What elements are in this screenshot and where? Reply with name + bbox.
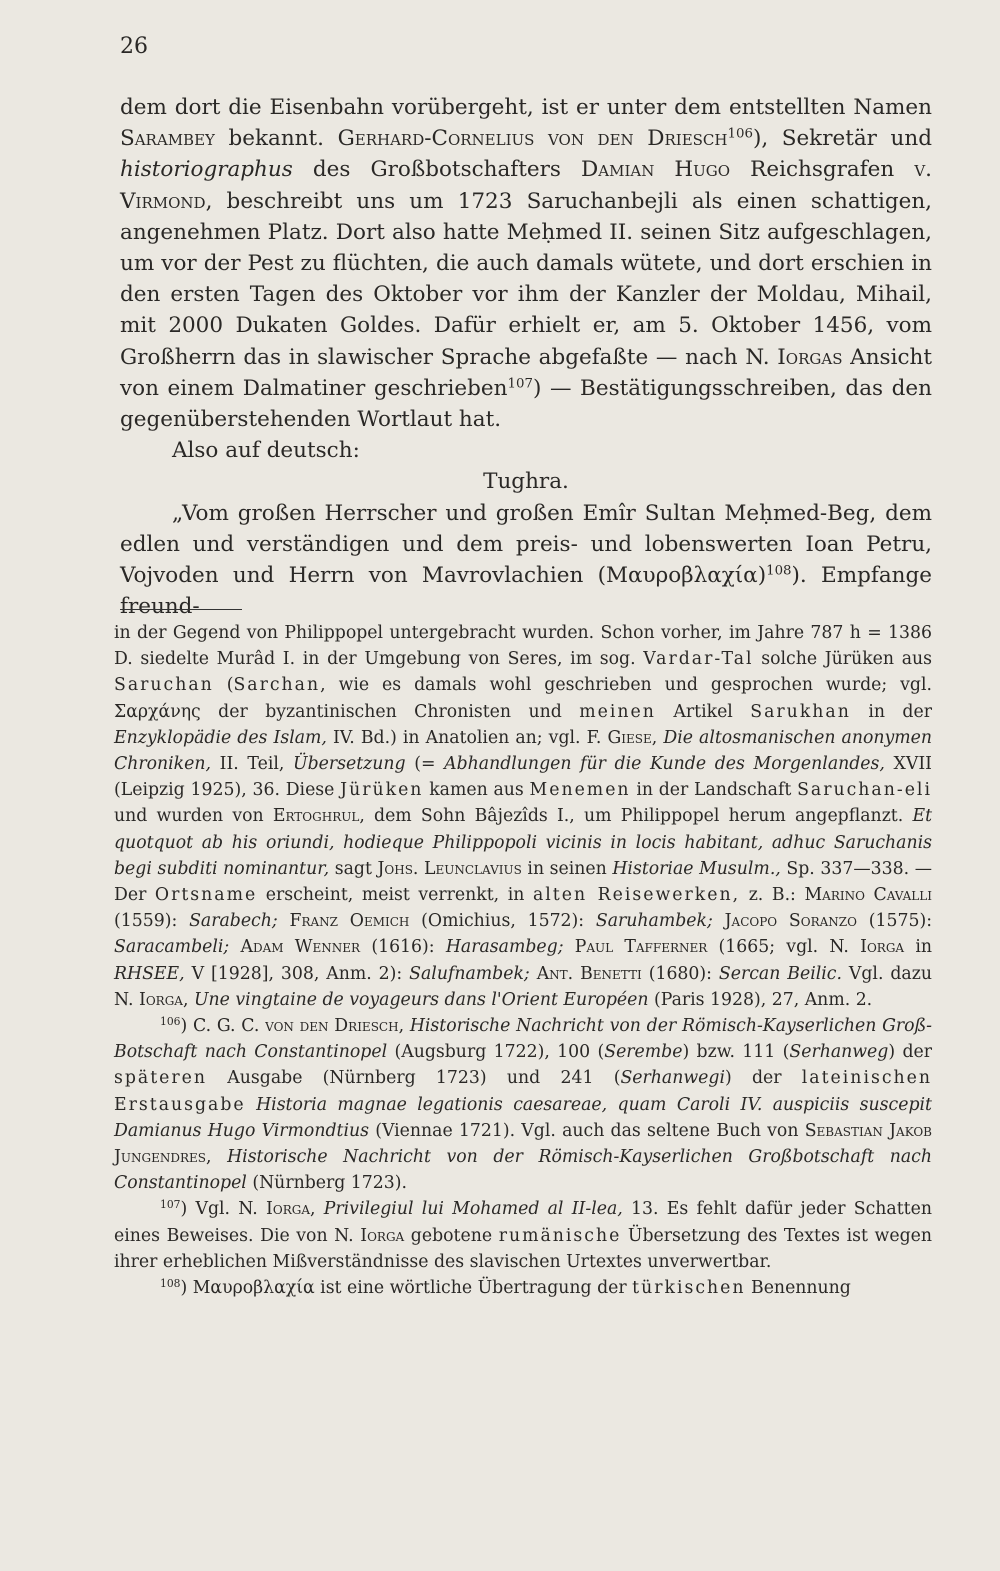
text: , — [651, 727, 664, 748]
text: ) Μαυροβλαχία ist eine wörtliche Übertragung der — [180, 1278, 633, 1299]
text: in der Gegend von Philippopel untergebracht wurden. Schon vorher, im Jahre 787 h = 1386 — [114, 623, 932, 643]
text: (Paris 1928), 27, Anm. 2. — [648, 989, 873, 1010]
main-paragraph-1 — [120, 92, 932, 435]
text: II. Teil, — [211, 754, 294, 775]
text: (= — [405, 754, 445, 775]
person-name: Ertoghrul — [272, 806, 360, 827]
person-name: N. Iorga — [114, 989, 183, 1010]
spaced-text: alten Reisewerken, — [532, 885, 741, 906]
italic-title: Harasambeg; — [445, 937, 564, 958]
spaced-text: Saruchan — [114, 675, 214, 696]
text: , wie es damals wohl geschrieben und gesprochen wurde; vgl. Σαρχάνης der byzantinischen Chronisten und — [114, 675, 932, 722]
spaced-text: Sarchan — [233, 675, 321, 696]
text — [229, 937, 240, 957]
text: ) — Bestätigungsschreiben, das den gegenüberstehenden Wortlaut hat. — [120, 375, 932, 433]
text: bekannt. — [214, 126, 338, 152]
text: des Großbotschafters — [292, 157, 582, 183]
text: Reichsgrafen — [730, 157, 915, 183]
italic-title: Sarabech; — [189, 911, 278, 932]
person-name: D. — [114, 649, 133, 670]
text: (1680): — [641, 963, 719, 984]
person-name: Adam Wenner — [240, 937, 361, 958]
spaced-text: türkischen — [632, 1278, 746, 1299]
text: in der Landschaft — [630, 780, 798, 801]
text: , dem Sohn Bâjezîds I., um Philippopel herum angepflanzt. — [359, 806, 913, 827]
text — [246, 1095, 256, 1115]
main-paragraph-4 — [120, 498, 932, 623]
text: Übersetzung des Textes ist wegen ihrer erheblichen Mißverständnisse des slavischen Urtextes unverwertbar. — [114, 1225, 932, 1272]
italic-title: Salufnambek; — [409, 963, 530, 984]
italic-title: Enzyklopädie des Islam, — [114, 727, 327, 748]
spaced-text: Jürüken — [340, 780, 424, 801]
text: Vgl. dazu — [841, 963, 932, 984]
main-paragraph-2: Also auf deutsch: — [172, 438, 360, 464]
text: ). Empfange freund- — [120, 563, 932, 620]
text — [530, 964, 537, 984]
person-name: v. Virmond — [120, 157, 932, 214]
text: Sp. 337—338. — Der — [114, 858, 932, 906]
text: kamen aus — [423, 780, 530, 801]
footnote-continued — [114, 620, 932, 1013]
person-name: Sebastian Jakob Jungendres — [114, 1120, 933, 1168]
text: , beschreibt uns um 1723 Saruchanbejli als einen schattigen, angenehmen Platz. Dort also hatte Meḥmed II. seinen Sitz aufgeschlagen, um vor der Pest zu flüchten, die auch damals wütete, und dort erschien in den ersten Tagen des Oktober vor ihm der Kanzler der Moldau, Mihail, mit 2000 Dukaten Goldes. Dafür erhielt er, am 5. Oktober 1456, vom Großherrn das in slawischer Sprache abgefaßte — nach — [120, 188, 932, 370]
text: und wurden von — [114, 806, 273, 827]
text: (Nürnberg 1723). — [246, 1173, 408, 1194]
text: , — [182, 989, 194, 1010]
text: sagt — [329, 858, 378, 879]
text — [564, 937, 575, 957]
text: (1616): — [360, 937, 446, 958]
footnote-ref-106[interactable]: 106 — [727, 126, 753, 142]
spaced-text: späteren — [114, 1068, 208, 1089]
text: XVII (Leipzig 1925), 36. Diese — [114, 754, 932, 801]
text: ) Vgl. — [180, 1199, 239, 1220]
person-name: Jacopo Soranzo — [724, 911, 857, 932]
text: ), Sekretär und — [752, 126, 932, 152]
text: Ausgabe (Nürnberg 1723) und 241 ( — [207, 1068, 621, 1089]
text: (Omichius, 1572): — [409, 911, 596, 932]
text: , — [310, 1199, 324, 1220]
person-name: Franz Oemich — [289, 911, 410, 932]
text: (1575): — [856, 911, 933, 932]
spaced-text: Saruchan-eli — [797, 780, 932, 801]
text — [713, 911, 725, 931]
person-name: N. Iorga — [334, 1225, 405, 1246]
spaced-text: rumänische — [498, 1225, 622, 1246]
footnote-divider — [120, 609, 242, 610]
italic-title: Serhanwegi — [620, 1068, 725, 1089]
spaced-text: Menemen — [529, 780, 631, 801]
person-name: Gerhard-Cornelius von den Driesch — [337, 126, 728, 152]
footnote-107 — [114, 1196, 932, 1275]
footnote-mark: 107 — [160, 1198, 181, 1212]
italic-title: Übersetzung — [293, 754, 406, 775]
italic-title: Serhanweg — [789, 1042, 889, 1063]
footnote-ref-107[interactable]: 107 — [507, 376, 533, 392]
text: (1665; vgl. — [707, 937, 830, 958]
person-name: Johs. Leunclavius — [377, 858, 522, 879]
text: (1559): — [114, 911, 190, 932]
text: Benennung — [745, 1278, 851, 1299]
person-name: Damian Hugo — [581, 157, 731, 183]
text: (Viennae 1721). Vgl. auch das seltene Buch von — [369, 1120, 805, 1141]
text: (Augsburg 1722), 100 ( — [387, 1042, 605, 1063]
text: IV. Bd.) in Anatolien an; vgl. — [326, 727, 587, 748]
footnote-mark: 108 — [160, 1277, 181, 1291]
person-name: C. G. C. von den Driesch — [192, 1016, 399, 1037]
italic-title: Die altosmanischen anonymen Chroniken, — [114, 727, 932, 775]
italic-title: Saruhambek; — [595, 911, 713, 932]
text: dem dort die Eisenbahn vorübergeht, ist er unter dem entstellten Namen — [120, 95, 932, 120]
text: ) bzw. 111 ( — [682, 1042, 790, 1063]
spaced-text: lateinischen Erstausgabe — [114, 1068, 933, 1115]
text: ) der — [888, 1042, 932, 1063]
person-name: F. Giese — [586, 727, 652, 748]
person-name: Ant. Benetti — [536, 963, 642, 984]
text: in — [904, 937, 932, 958]
spaced-text: meinen — [579, 701, 656, 722]
italic-title: Historische Nachricht von der Römisch-Kayserlichen Groß-Botschaft nach Constantinopel — [114, 1016, 932, 1063]
spaced-text: Sarukhan — [750, 701, 851, 722]
person-name: N. Iorga — [238, 1199, 311, 1220]
person-name: Marino Cavalli — [804, 885, 932, 906]
italic-title: Privilegiul lui Mohamed al II-lea, — [323, 1199, 623, 1220]
italic-title: Abhandlungen für die Kunde des Morgenlandes, — [444, 754, 885, 775]
italic-title: Saracambeli; — [114, 937, 230, 958]
text: gebotene — [404, 1225, 499, 1246]
text: , — [398, 1016, 410, 1037]
text: V [1928], 308, Anm. 2): — [184, 963, 410, 984]
italic-term: historiographus — [120, 157, 293, 183]
spaced-text: Vardar-Tal — [643, 649, 754, 670]
text: , — [206, 1147, 228, 1168]
italic-title: Historia magnae legationis caesareae, quam Caroli IV. auspiciis suscepit Damianus Hugo Virmondtius — [114, 1094, 932, 1141]
main-text — [120, 92, 932, 622]
footnote-ref-108[interactable]: 108 — [766, 563, 792, 579]
footnote-106 — [114, 1013, 932, 1196]
text: Artikel — [655, 701, 751, 722]
text: solche Jürüken aus — [753, 649, 932, 670]
footnote-108 — [114, 1275, 932, 1301]
person-name: N. Iorgas — [745, 344, 843, 370]
text: z. B.: — [740, 885, 805, 906]
person-name: Sarambey — [120, 126, 215, 152]
italic-quote: Et quotquot ab his oriundi, hodieque Philippopoli vicinis in locis habitant, adhuc Saruchanis begi subditi nominantur, — [114, 806, 933, 879]
italic-title: Serembe — [604, 1042, 683, 1063]
text: ) der — [724, 1068, 802, 1089]
italic-title: RHSEE, — [114, 963, 185, 984]
text: ) — [180, 1016, 193, 1037]
text: „Vom großen Herrscher und großen Emîr Sultan Meḥmed-Beg, dem edlen und verständigen und dem preis- und lobenswerten Ioan Petru, Vojvoden und Herrn von Mavrovlachien (Μαυροβλαχία) — [120, 500, 932, 589]
italic-title: Historiae Musulm., — [612, 858, 781, 879]
tughra-heading: Tughra. — [483, 469, 569, 495]
text: in der — [850, 701, 932, 722]
text: siedelte Murâd I. in der Umgebung von Seres, im sog. — [132, 649, 644, 670]
person-name: Paul Tafferner — [574, 937, 708, 958]
text: 13. Es fehlt dafür jeder Schatten eines Beweises. Die von — [114, 1199, 932, 1246]
italic-title: Une vingtaine de voyageurs dans l'Orient Européen — [193, 989, 649, 1010]
person-name: N. Iorga — [829, 937, 905, 958]
italic-title: Sercan Beilic. — [718, 963, 842, 984]
footnotes — [114, 620, 932, 1301]
italic-title: Historische Nachricht von der Römisch-Kayserlichen Großbotschaft nach Constantinopel — [114, 1147, 932, 1194]
text: in seinen — [521, 858, 613, 879]
text: ( — [213, 675, 234, 696]
spaced-text: Ortsname — [154, 885, 258, 906]
text: erscheint, meist verrenkt, in — [257, 885, 533, 906]
footnote-mark: 106 — [160, 1015, 181, 1029]
page-number: 26 — [120, 34, 148, 59]
text — [278, 911, 290, 931]
text: Ansicht von einem Dalmatiner geschrieben — [120, 344, 932, 401]
